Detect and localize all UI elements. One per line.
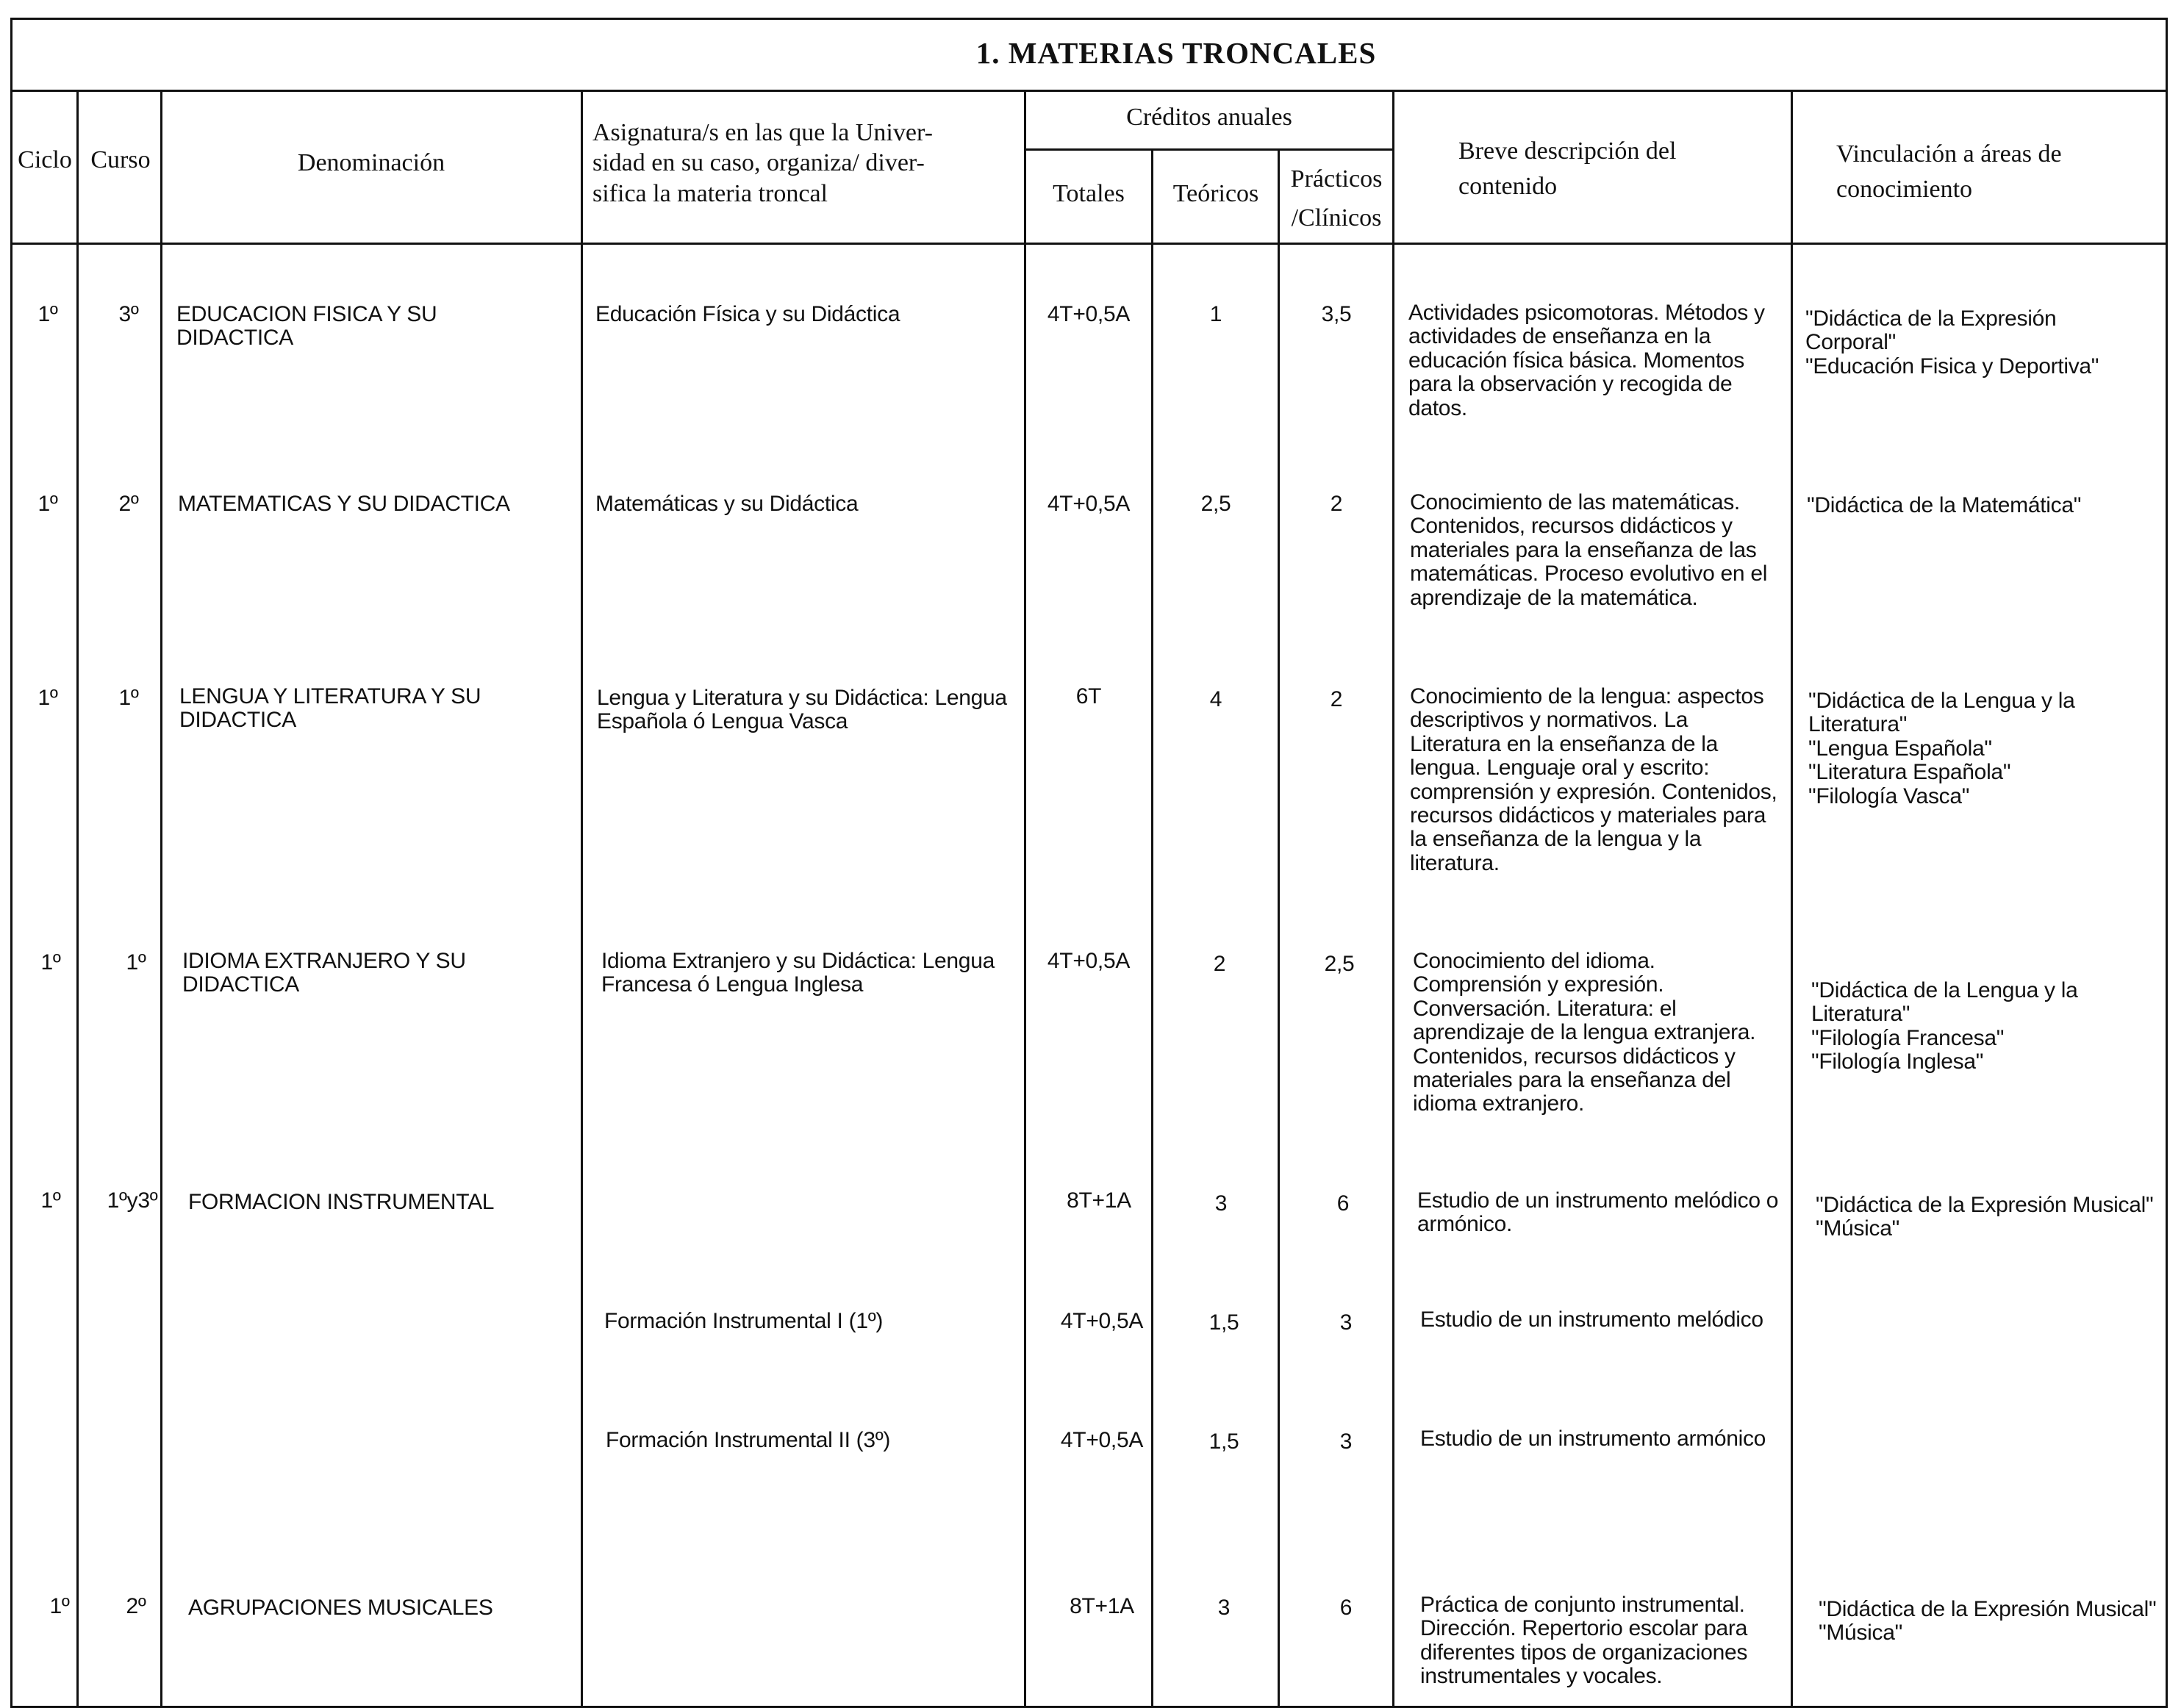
row4-descripcion: Conocimiento del idioma. Comprensión y expresión. Conversación. Literatura: el aprendizaje de la lengua extranjera. Contenidos, recursos didácticos y materiales para la enseñanza del idioma extranjero.: [1413, 949, 1756, 1116]
header-creditos: Créditos anuales: [1126, 104, 1292, 131]
page-title: 1. MATERIAS TRONCALES: [975, 36, 1377, 70]
col-line-descripcion: [1791, 90, 1793, 1706]
row2-denominacion: MATEMATICAS Y SU DIDACTICA: [178, 492, 510, 516]
header-ciclo: Ciclo: [18, 146, 72, 173]
row5-vinculacion: "Didáctica de la Expresión Musical" "Música": [1816, 1193, 2154, 1241]
row5-curso: 1ºy3º: [107, 1188, 158, 1213]
row8-totales: 8T+1A: [1070, 1594, 1134, 1618]
row2-curso: 2º: [118, 492, 139, 516]
row8-teoricos: 3: [1217, 1596, 1231, 1620]
creditos-subheader-separator: [1025, 148, 1394, 151]
row6-asignatura: Formación Instrumental I (1º): [604, 1309, 884, 1333]
header-denominacion: Denominación: [297, 149, 445, 176]
row1-denominacion: EDUCACION FISICA Y SU DIDACTICA: [176, 302, 437, 351]
row1-ciclo: 1º: [37, 302, 58, 326]
row4-curso: 1º: [126, 950, 146, 975]
row4-denominacion: IDIOMA EXTRANJERO Y SU DIDACTICA: [182, 949, 466, 997]
row2-vinculacion: "Didáctica de la Matemática": [1807, 493, 2082, 517]
row3-curso: 1º: [118, 686, 139, 710]
row3-teoricos: 4: [1209, 687, 1222, 711]
row6-teoricos: 1,5: [1208, 1310, 1239, 1335]
row1-practicos: 3,5: [1321, 302, 1352, 326]
row3-practicos: 2: [1330, 687, 1343, 711]
row1-asignatura: Educación Física y su Didáctica: [595, 302, 900, 326]
row2-ciclo: 1º: [37, 492, 58, 516]
header-descripcion: Breve descripción del contenido: [1458, 137, 1677, 200]
row3-denominacion: LENGUA Y LITERATURA Y SU DIDACTICA: [179, 684, 481, 733]
row2-practicos: 2: [1330, 492, 1343, 516]
row7-practicos: 3: [1339, 1429, 1353, 1454]
row8-ciclo: 1º: [49, 1594, 70, 1618]
row3-descripcion: Conocimiento de la lengua: aspectos descriptivos y normativos. La Literatura en la enseñanza de la lengua. Lenguaje oral y escrito: comprensión y expresión. Contenidos, recursos didácticos y materiales para la enseñanza de la lengua y la literatura.: [1410, 684, 1777, 875]
row7-descripcion: Estudio de un instrumento armónico: [1420, 1427, 1766, 1451]
col-line-denominacion: [581, 90, 583, 1706]
row1-vinculacion: "Didáctica de la Expresión Corporal" "Educación Fisica y Deportiva": [1805, 306, 2099, 378]
row5-practicos: 6: [1336, 1191, 1350, 1216]
row6-practicos: 3: [1339, 1310, 1353, 1335]
row3-ciclo: 1º: [37, 686, 58, 710]
row5-ciclo: 1º: [40, 1188, 61, 1213]
row6-totales: 4T+0,5A: [1060, 1309, 1144, 1333]
row5-denominacion: FORMACION INSTRUMENTAL: [188, 1190, 495, 1214]
row4-vinculacion: "Didáctica de la Lengua y la Literatura" "Filología Francesa" "Filología Inglesa": [1811, 978, 2078, 1074]
col-line-ciclo: [76, 90, 79, 1706]
row5-descripcion: Estudio de un instrumento melódico o armónico.: [1417, 1188, 1779, 1237]
row7-asignatura: Formación Instrumental II (3º): [606, 1428, 891, 1452]
header-vinculacion: Vinculación a áreas de conocimiento: [1836, 140, 2062, 203]
row8-denominacion: AGRUPACIONES MUSICALES: [188, 1596, 493, 1620]
row5-totales: 8T+1A: [1067, 1188, 1131, 1213]
row7-totales: 4T+0,5A: [1060, 1428, 1144, 1452]
row3-vinculacion: "Didáctica de la Lengua y la Literatura" "Lengua Española" "Literatura Española" "Filología Vasca": [1808, 689, 2075, 808]
header-separator: [10, 243, 2168, 245]
row5-teoricos: 3: [1214, 1191, 1228, 1216]
col-line-totales: [1151, 148, 1153, 1706]
row4-practicos: 2,5: [1324, 952, 1355, 976]
row4-ciclo: 1º: [40, 950, 61, 975]
row4-totales: 4T+0,5A: [1047, 949, 1131, 973]
row8-descripcion: Práctica de conjunto instrumental. Dirección. Repertorio escolar para diferentes tipos de organizaciones instrumentales y vocales.: [1420, 1593, 1748, 1689]
row1-totales: 4T+0,5A: [1047, 302, 1131, 326]
row1-teoricos: 1: [1209, 302, 1222, 326]
row1-curso: 3º: [118, 302, 139, 326]
row2-teoricos: 2,5: [1200, 492, 1231, 516]
col-line-curso: [160, 90, 162, 1706]
row2-asignatura: Matemáticas y su Didáctica: [595, 492, 859, 516]
header-totales: Totales: [1053, 180, 1125, 207]
col-line-practicos: [1392, 90, 1394, 1706]
row2-descripcion: Conocimiento de las matemáticas. Contenidos, recursos didácticos y materiales para la enseñanza de las matemáticas. Proceso evolutivo en el aprendizaje de la matemática.: [1410, 490, 1768, 610]
header-teoricos: Teóricos: [1172, 180, 1259, 207]
table-frame: [10, 18, 2168, 1708]
header-curso: Curso: [90, 146, 151, 173]
col-line-asignatura: [1024, 90, 1026, 1706]
row7-teoricos: 1,5: [1208, 1429, 1239, 1454]
header-practicos: Prácticos /Clínicos: [1290, 165, 1383, 232]
row8-practicos: 6: [1339, 1596, 1353, 1620]
row3-totales: 6T: [1075, 684, 1102, 708]
row8-curso: 2º: [126, 1594, 146, 1618]
row3-asignatura: Lengua y Literatura y su Didáctica: Lengua Española ó Lengua Vasca: [597, 686, 1007, 734]
title-separator: [10, 90, 2168, 92]
row8-vinculacion: "Didáctica de la Expresión Musical" "Música": [1819, 1597, 2157, 1646]
row6-descripcion: Estudio de un instrumento melódico: [1420, 1307, 1763, 1332]
header-asignaturas: Asignatura/s en las que la Univer- sidad en su caso, organiza/ diver- sifica la materia troncal: [592, 119, 933, 207]
row2-totales: 4T+0,5A: [1047, 492, 1131, 516]
row4-asignatura: Idioma Extranjero y su Didáctica: Lengua Francesa ó Lengua Inglesa: [601, 949, 995, 997]
row1-descripcion: Actividades psicomotoras. Métodos y actividades de enseñanza en la educación física básica. Momentos para la observación y recogida de datos.: [1408, 301, 1765, 420]
row4-teoricos: 2: [1213, 952, 1226, 976]
col-line-teoricos: [1278, 148, 1280, 1706]
